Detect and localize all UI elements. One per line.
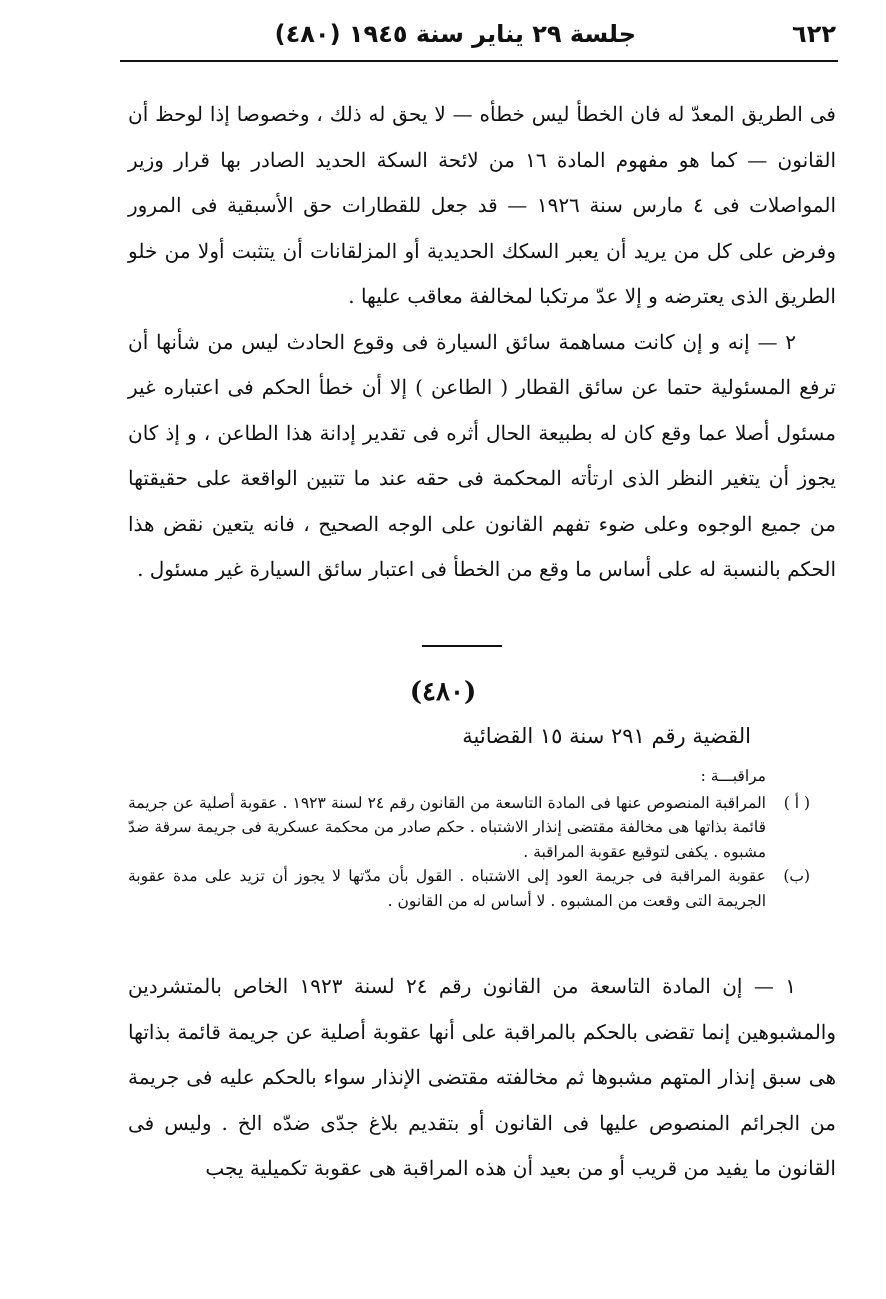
paragraph: ٢ — إنه و إن كانت مساهمة سائق السيارة فى وقوع الحادث ليس من شأنها أن ترفع المسئولية حتما عن سائق القطار ( الطاعن ) إلا أن خطأ الحكم فى اعتباره غير مسئول أصلا عما وقع كان له بطبيعة الحال أثره فى تقدير إدانة هذا الطاعن ، و إذ كان يجوز أن يتغير النظر الذى ارتأته المحكمة فى حقه عند ما تتبين الواقعة على حقيقتها من جميع الوجوه وعلى ضوء تفهم القانون على الوجه الصحيح ، فانه يتعين نقض هذا الحكم بالنسبة له على أساس ما وقع من الخطأ فى اعتبار سائق السيارة غير مسئول . [128,329,836,581]
page-header [118,14,836,54]
summary-item-text: المراقبة المنصوص عنها فى المادة التاسعة من القانون رقم ٢٤ لسنة ١٩٢٣ . عقوبة أصلية عن جريمة قائمة بذاتها هى مخالفة مقتضى إنذار الاشتباه . حكم صادر من محكمة عسكرية فى جريمة سرقة ضدّ مشبوه . يكفى لتوقيع عقوبة المراقبة . [128,793,766,861]
case-summary [128,764,810,913]
summary-item-text: عقوبة المراقبة فى جريمة العود إلى الاشتباه . القول بأن مدّتها لا يجوز أن تزيد على مدة عقوبة الجريمة التى وقعت من المشبوه . لا أساس له من القانون . [128,867,766,910]
page-number: ٦٢٢ [792,20,836,48]
case-number: (٤٨٠) [409,677,477,707]
running-title: جلسة ٢٩ يناير سنة ١٩٤٥ (٤٨٠) [274,20,636,48]
section-divider [422,645,502,647]
summary-item [128,864,810,913]
paragraph: ١ — إن المادة التاسعة من القانون رقم ٢٤ لسنة ١٩٢٣ الخاص بالمتشردين والمشبوهين إنما تقضى بالحكم بالمراقبة على أنها عقوبة أصلية عن جريمة قائمة بذاتها هى سبق إنذار المتهم مشبوها ثم مخالفته مقتضى الإنذار سواء بالحكم عليه فى جريمة من الجرائم المنصوص عليها فى القانون أو بتقديم بلاغ جدّى ضدّه الخ . وليس فى القانون ما يفيد من قريب أو من بعيد أن هذه المراقبة هى عقوبة تكميلية يجب [128,974,836,1180]
previous-case-text [128,92,836,593]
summary-item-marker: ( أ ) [783,793,810,812]
summary-heading: مراقبـــة : [700,767,766,785]
case-body-text [128,964,836,1192]
header-rule [120,60,838,62]
case-title: القضية رقم ٢٩١ سنة ١٥ القضائية [462,724,751,748]
summary-item-marker: (ب) [783,867,810,885]
summary-item [128,791,810,865]
paragraph: فى الطريق المعدّ له فان الخطأ ليس خطأه — لا يحق له ذلك ، وخصوصا إذا لوحظ أن القانون — كما هو مفهوم المادة ١٦ من لائحة السكة الحديد الصادر بها قرار وزير المواصلات فى ٤ مارس سنة ١٩٢٦ — قد جعل للقطارات حق الأسبقية فى المرور وفرض على كل من يريد أن يعبر السكك الحديدية أو المزلقانات أن يتثبت أولا من خلو الطريق الذى يعترضه و إلا عدّ مرتكبا لمخالفة معاقب عليها . [128,102,837,308]
